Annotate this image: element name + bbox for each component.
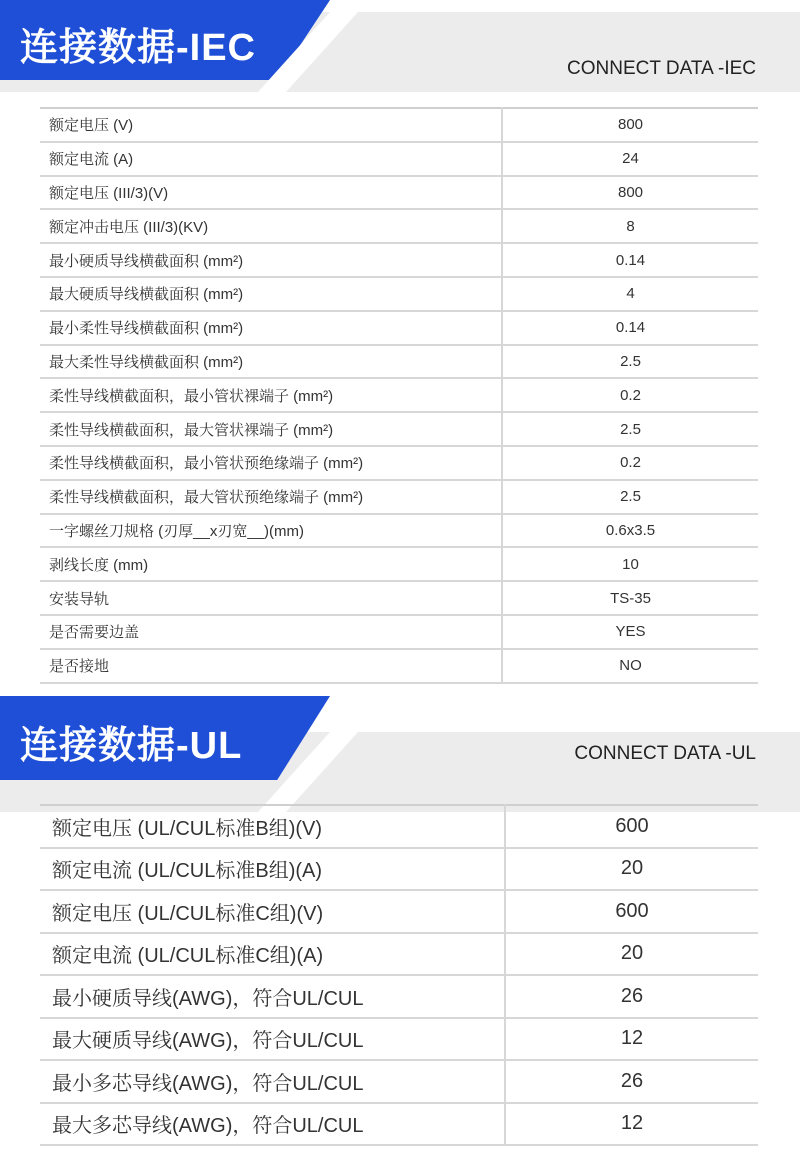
spec-value: 20 [505,933,758,976]
spec-value: 26 [505,1060,758,1103]
table-row [40,243,758,277]
table-row [40,176,758,210]
spec-value: 2.5 [502,480,758,514]
spec-value: 800 [502,176,758,210]
spec-label: 额定电压 (UL/CUL标准C组)(V) [40,890,505,933]
table-row [40,615,758,649]
table-row [40,480,758,514]
spec-value: 0.14 [502,311,758,345]
ul-section [0,696,800,1158]
spec-label: 柔性导线横截面积，最大管状预绝缘端子 (mm²) [40,480,502,514]
table-row [40,547,758,581]
spec-label: 是否需要边盖 [40,615,502,649]
table-row [40,1103,758,1146]
spec-value: 800 [502,108,758,142]
spec-value: 600 [505,805,758,848]
table-row [40,1060,758,1103]
spec-label: 安装导轨 [40,581,502,615]
table-row [40,890,758,933]
spec-label: 最小多芯导线(AWG)，符合UL/CUL [40,1060,505,1103]
ul-section-subtitle: CONNECT DATA -UL [574,743,756,764]
spec-value: 8 [502,209,758,243]
table-row [40,345,758,379]
table-row [40,311,758,345]
table-row [40,649,758,683]
spec-value: 24 [502,142,758,176]
table-row [40,378,758,412]
spec-value: 12 [505,1018,758,1061]
spec-label: 剥线长度 (mm) [40,547,502,581]
spec-label: 额定电压 (V) [40,108,502,142]
spec-label: 额定电流 (UL/CUL标准B组)(A) [40,848,505,891]
table-row [40,108,758,142]
spec-label: 柔性导线横截面积，最小管状裸端子 (mm²) [40,378,502,412]
table-row [40,446,758,480]
table-row [40,581,758,615]
spec-label: 最大多芯导线(AWG)，符合UL/CUL [40,1103,505,1146]
spec-value: 26 [505,975,758,1018]
iec-spec-table [40,107,758,684]
spec-label: 额定电压 (UL/CUL标准B组)(V) [40,805,505,848]
spec-label: 额定电压 (III/3)(V) [40,176,502,210]
spec-value: TS-35 [502,581,758,615]
spec-value: 4 [502,277,758,311]
table-row [40,933,758,976]
table-row [40,142,758,176]
ul-section-title: 连接数据-UL [20,725,243,767]
spec-label: 最小柔性导线横截面积 (mm²) [40,311,502,345]
iec-section-title: 连接数据-IEC [20,27,257,69]
spec-label: 最大硬质导线(AWG)，符合UL/CUL [40,1018,505,1061]
spec-label: 一字螺丝刀规格 (刃厚__x刃宽__)(mm) [40,514,502,548]
spec-value: YES [502,615,758,649]
spec-label: 柔性导线横截面积，最小管状预绝缘端子 (mm²) [40,446,502,480]
table-row [40,412,758,446]
spec-label: 最大硬质导线横截面积 (mm²) [40,277,502,311]
table-row [40,848,758,891]
spec-value: 10 [502,547,758,581]
spec-label: 额定电流 (A) [40,142,502,176]
spec-value: 0.2 [502,446,758,480]
table-row [40,805,758,848]
spec-label: 最大柔性导线横截面积 (mm²) [40,345,502,379]
spec-value: 2.5 [502,412,758,446]
spec-value: 12 [505,1103,758,1146]
spec-label: 最小硬质导线(AWG)，符合UL/CUL [40,975,505,1018]
spec-value: 0.14 [502,243,758,277]
spec-label: 最小硬质导线横截面积 (mm²) [40,243,502,277]
table-row [40,209,758,243]
table-row [40,514,758,548]
table-row [40,1018,758,1061]
spec-value: 2.5 [502,345,758,379]
iec-section-subtitle: CONNECT DATA -IEC [567,58,756,79]
spec-label: 柔性导线横截面积，最大管状裸端子 (mm²) [40,412,502,446]
spec-value: 20 [505,848,758,891]
table-row [40,277,758,311]
spec-label: 额定电流 (UL/CUL标准C组)(A) [40,933,505,976]
spec-value: NO [502,649,758,683]
spec-label: 额定冲击电压 (III/3)(KV) [40,209,502,243]
table-row [40,975,758,1018]
spec-value: 600 [505,890,758,933]
spec-label: 是否接地 [40,649,502,683]
ul-spec-table [40,804,758,1146]
spec-value: 0.6x3.5 [502,514,758,548]
spec-value: 0.2 [502,378,758,412]
